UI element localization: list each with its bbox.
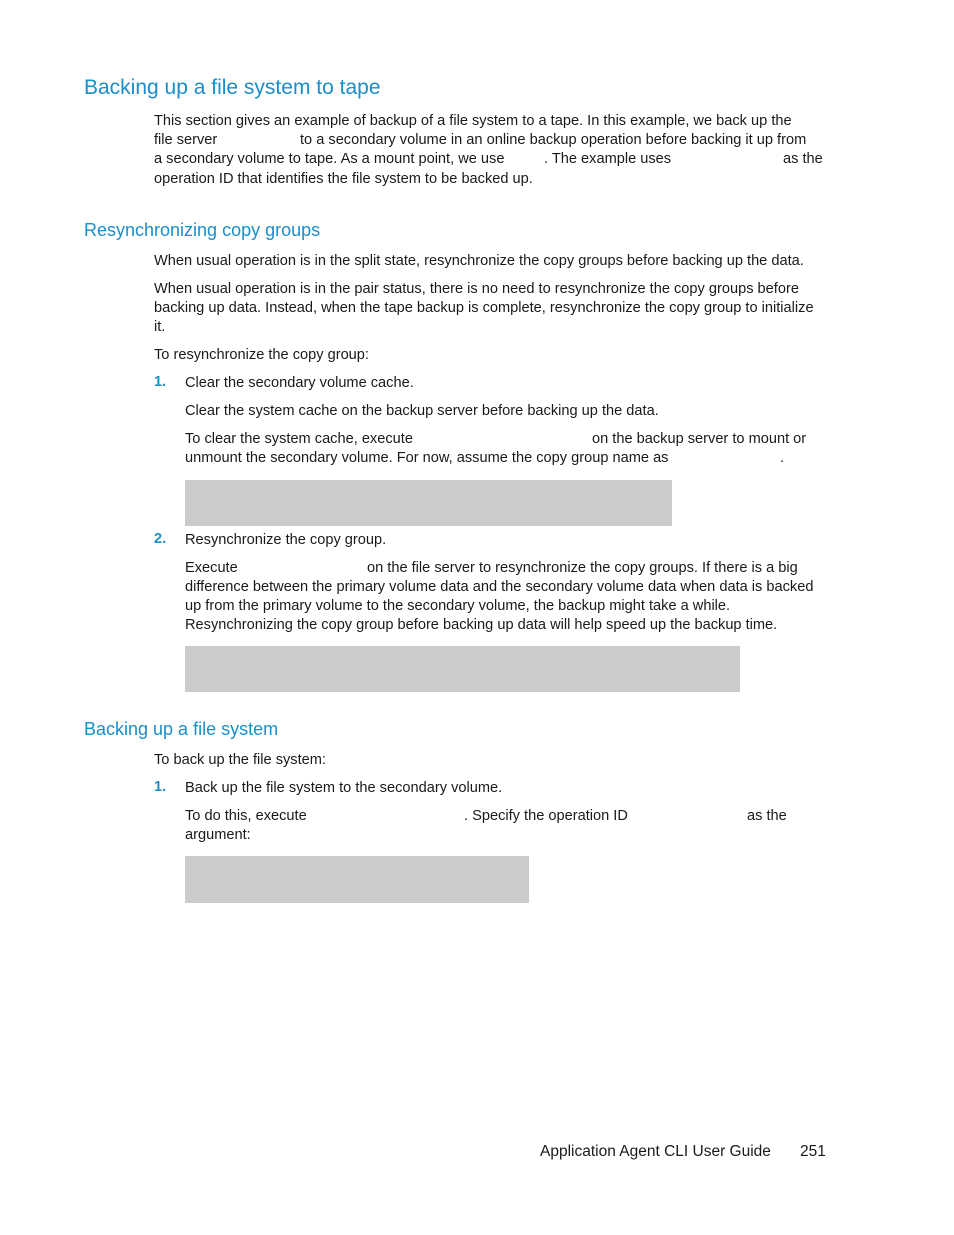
backup-step-1-line-1a: To do this, execute [185, 808, 307, 824]
resync-step-2-line-3: up from the primary volume to the secondary volume, the backup might take a while. [185, 598, 731, 614]
resync-para-2-line-3: it. [154, 319, 166, 335]
resync-lead: To resynchronize the copy group: [154, 347, 369, 363]
resync-step-1-line-1a: To clear the system cache, execute [185, 431, 413, 447]
resync-step-1-code-block [185, 480, 672, 526]
resync-para-2-line-2: backing up data. Instead, when the tape backup is complete, resynchronize the copy group to initialize [154, 300, 814, 316]
resync-step-1-number: 1. [154, 374, 167, 390]
intro-line-3c: as the [783, 151, 823, 167]
intro-line-4: operation ID that identifies the file system to be backed up. [154, 171, 533, 187]
backup-step-1-line-1c: as the [747, 808, 787, 824]
backup-step-1-title: Back up the file system to the secondary volume. [185, 780, 503, 796]
resync-step-1-title: Clear the secondary volume cache. [185, 375, 414, 391]
resync-step-1-line-2b: . [780, 450, 785, 466]
resync-step-2-line-2: difference between the primary volume data and the secondary volume data when data is backed [185, 579, 814, 595]
intro-line-3b: . The example uses [544, 151, 672, 167]
intro-line-1: This section gives an example of backup of a file system to a tape. In this example, we back up the [154, 113, 792, 129]
backup-step-1-number: 1. [154, 779, 167, 795]
section-title: Backing up a file system to tape [84, 76, 381, 99]
backup-step-1-line-2: argument: [185, 827, 251, 843]
intro-line-2a: file server [154, 132, 218, 148]
resync-para-2-line-1: When usual operation is in the pair status, there is no need to resynchronize the copy groups before [154, 281, 799, 297]
resync-para-1: When usual operation is in the split state, resynchronize the copy groups before backing up the data. [154, 253, 804, 269]
footer-guide-title: Application Agent CLI User Guide [540, 1143, 771, 1160]
backup-heading: Backing up a file system [84, 719, 279, 739]
resync-step-1-line-2a: unmount the secondary volume. For now, assume the copy group name as [185, 450, 669, 466]
resync-step-2-title: Resynchronize the copy group. [185, 532, 387, 548]
intro-line-3a: a secondary volume to tape. As a mount point, we use [154, 151, 505, 167]
resync-step-2-line-1b: on the file server to resynchronize the copy groups. If there is a big [367, 560, 798, 576]
resync-step-2-line-4: Resynchronizing the copy group before backing up data will help speed up the backup time. [185, 617, 778, 633]
intro-line-2b: to a secondary volume in an online backup operation before backing it up from [300, 132, 807, 148]
backup-step-1-code-block [185, 856, 529, 903]
resync-step-1-line-1b: on the backup server to mount or [592, 431, 807, 447]
resync-heading: Resynchronizing copy groups [84, 220, 321, 240]
resync-step-2-line-1a: Execute [185, 560, 238, 576]
backup-lead: To back up the file system: [154, 752, 326, 768]
backup-step-1-line-1b: . Specify the operation ID [464, 808, 628, 824]
resync-step-2-code-block [185, 646, 740, 692]
resync-step-2-number: 2. [154, 531, 167, 547]
resync-step-1-desc: Clear the system cache on the backup server before backing up the data. [185, 403, 659, 419]
footer-page-number: 251 [800, 1143, 826, 1160]
